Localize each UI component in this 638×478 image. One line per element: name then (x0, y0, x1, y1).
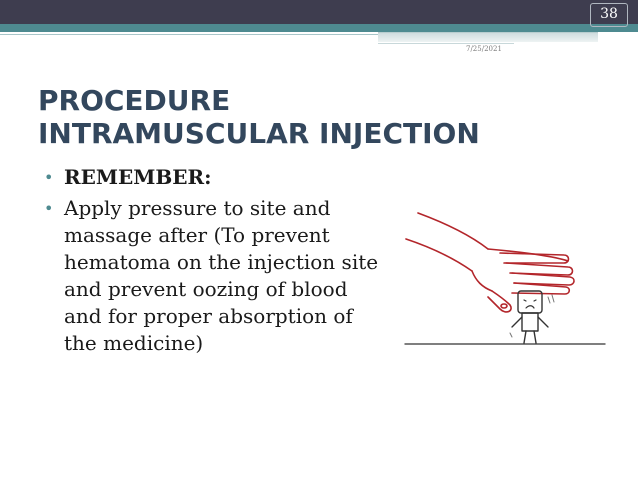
figure-legs (524, 331, 536, 343)
figure-face (524, 300, 536, 308)
hand-pressing-illustration (400, 205, 610, 350)
header-right-accent-line (378, 43, 514, 44)
header-right-accent (378, 32, 598, 42)
bullet-item (44, 164, 384, 191)
bullet-list (44, 164, 384, 357)
figure-body (522, 313, 538, 331)
figure-head (518, 291, 542, 313)
bullet-marker: • (44, 168, 54, 187)
figure-arms (512, 317, 548, 327)
header-bar (0, 0, 638, 24)
page-number: 38 (590, 3, 628, 27)
arm-outline (406, 213, 488, 271)
bullet-marker: • (44, 199, 54, 218)
thumb-nail (501, 304, 507, 308)
bullet-text: Apply pressure to site and massage after (To prevent hematoma on the injection site and prevent oozing of blood and for proper absorption of the medicine) (64, 196, 379, 355)
slide-title: PROCEDURE INTRAMUSCULAR INJECTION (38, 84, 480, 150)
thumb (488, 291, 511, 312)
bullet-item (44, 195, 384, 357)
bullet-text: REMEMBER: (64, 165, 212, 189)
header-accent-band (0, 24, 638, 32)
slide-date: 7/25/2021 (466, 45, 502, 53)
header-divider-line (0, 34, 378, 35)
